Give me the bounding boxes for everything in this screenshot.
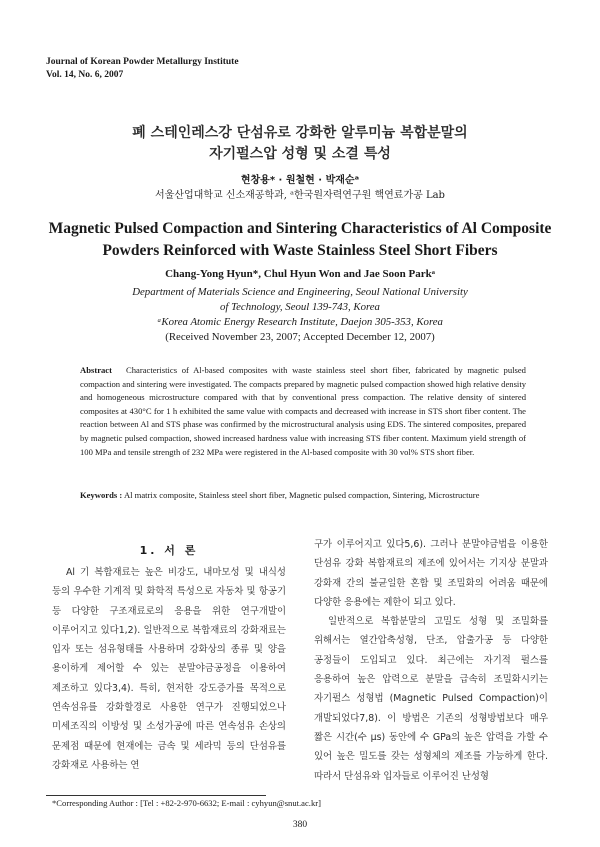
korean-title-line2: 자기펄스압 성형 및 소결 특성 [209,146,391,162]
keywords-label: Keywords : [80,490,123,500]
section-heading-introduction: 1. 서 론 [139,544,199,557]
english-authors: Chang-Yong Hyun*, Chul Hyun Won and Jae Soon Parkᵃ [165,268,435,280]
korean-title [0,123,600,165]
right-column [314,535,548,786]
intro-paragraph-2: 구가 이루어지고 있다5,6). 그러나 분말야금법을 이용한 단섬유 강화 복합재료의 제조에 있어서는 기지상 분말과 강화재 간의 불균일한 혼합 및 조밀화의 어려움 때문에 다양한 응용에는 제한이 되고 있다. [314,539,548,608]
journal-name: Journal of Korean Powder Metallurgy Institute [46,57,239,67]
corresponding-author-footnote: *Corresponding Author : [Tel : +82-2-970-6632; E-mail : cyhyun@snut.ac.kr] [52,798,321,808]
footnote-rule [46,795,266,796]
abstract-label: Abstract [80,365,112,375]
korean-authors: 현창용* · 원철현 · 박재순ᵃ [240,175,360,186]
abstract [80,364,526,459]
affiliation-line3: ᵃKorea Atomic Energy Research Institute, Daejon 305-353, Korea [157,316,443,328]
affiliation-line2: of Technology, Seoul 139-743, Korea [220,301,380,313]
english-title-line1: Magnetic Pulsed Compaction and Sintering Characteristics of Al Composite [48,220,552,237]
korean-affiliation: 서울산업대학교 신소재공학과, ᵃ한국원자력연구원 핵연료가공 Lab [155,190,445,201]
received-dates: (Received November 23, 2007; Accepted December 12, 2007) [165,331,435,343]
english-title [0,218,600,262]
korean-title-line1: 폐 스테인레스강 단섬유로 강화한 알루미늄 복합분말의 [132,125,468,141]
english-affiliation [0,285,600,345]
abstract-text: Characteristics of Al-based composites with waste stainless steel short fiber, fabricated by magnetic pulsed compaction and sintering were investigated. The compacts prepared by magnetic pulsed compaction showed high relative density and homogeneous microstructure compared with that by conventional press compaction. The relative density of sintered composites at 430°C for 1 h exhibited the same value with compacts and decreased with increase in STS short fiber content. The reaction between Al and STS phase was confirmed by the microstructural analysis using EDS. The sintered composites, prepared by magnetic pulsed compaction, showed increased hardness value with increasing STS fiber content. Maximum yield strength of 100 MPa and tensile strength of 232 MPa were registered in the Al-based composite with 30 vol% STS short fiber. [80,365,526,457]
keywords [80,489,526,502]
journal-header [46,56,239,82]
intro-paragraph-1: Al 기 복합재료는 높은 비강도, 내마모성 및 내식성 등의 우수한 기계적 및 화학적 특성으로 자동차 및 항공기 등 다양한 구조재료로의 응용을 위한 연구개발이 이루어지고 있다1,2). 일반적으로 복합재료의 강화재료는 입자 또는 섬유형태를 사용하며 강화상의 종류 및 양을 용이하게 제어할 수 있는 분말야금공정을 이용하여 제조하고 있다3,4). 특히, 현저한 강도증가를 목적으로 연속섬유를 강화할경로 사용한 연구가 진행되었으나 미세조직의 이방성 및 소성가공에 따른 연속섬유 손상의 문제점 때문에 현재에는 금속 및 세라믹 등의 단섬유를 강화재로 사용하는 연 [52,567,286,771]
keywords-text: Al matrix composite, Stainless steel short fiber, Magnetic pulsed compaction, Sintering, Microstructure [123,490,480,500]
english-title-line2: Powders Reinforced with Waste Stainless Steel Short Fibers [102,242,498,259]
left-column [52,563,286,775]
journal-volume: Vol. 14, No. 6, 2007 [46,70,124,80]
intro-paragraph-3: 일반적으로 복합분말의 고밀도 성형 및 조밀화를 위해서는 열간압축성형, 단조, 압출가공 등 다양한 공정들이 도입되고 있다. 최근에는 자기적 펄스를 응용하여 높은 압력으로 분말을 급속히 조밀화시키는 자기펄스 성형법 (Magnetic Pulsed Compaction)이 개발되었다7,8). 이 방법은 기존의 성형방법보다 매우 짧은 시간(수 μs) 동안에 수 GPa의 높은 압력을 가할 수 있어 높은 밀도를 갖는 성형체의 제조를 가능하게 한다. 따라서 단섬유와 입자들로 이루어진 난성형 [314,616,548,782]
affiliation-line1: Department of Materials Science and Engineering, Seoul National University [132,286,468,298]
page-number: 380 [292,820,308,830]
